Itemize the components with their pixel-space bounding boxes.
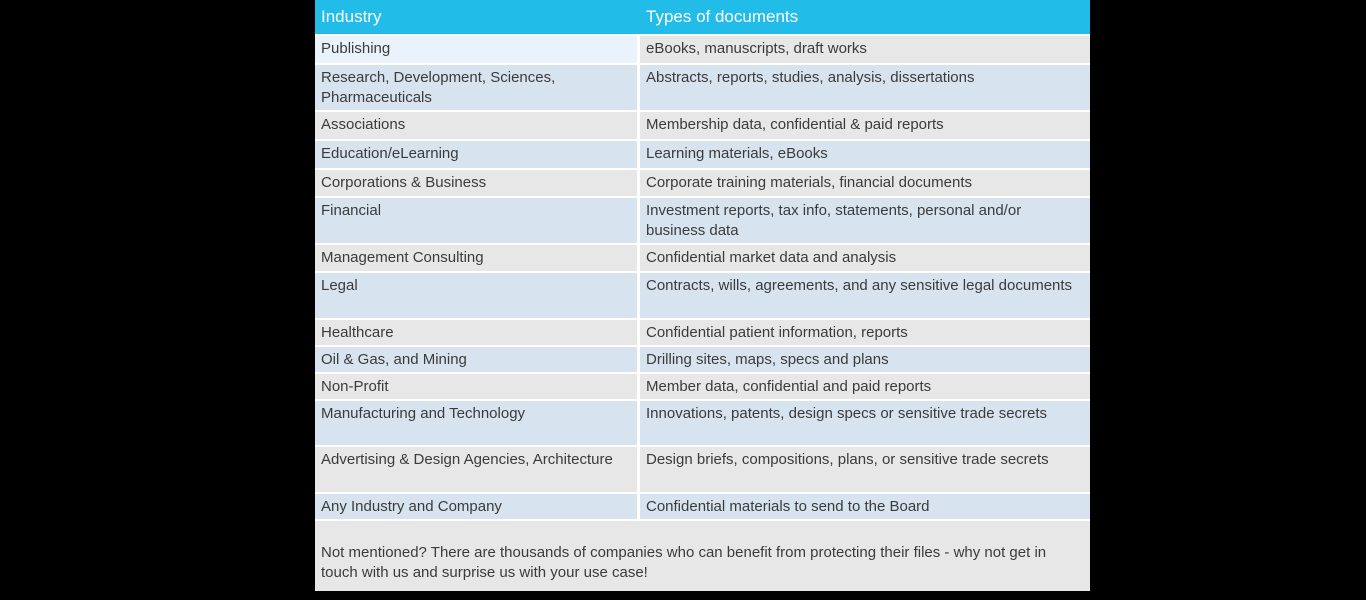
cell-documents: Corporate training materials, financial documents bbox=[640, 170, 1090, 196]
cell-documents: Confidential materials to send to the Board bbox=[640, 494, 1090, 519]
table-row bbox=[315, 170, 1090, 196]
cell-documents: Innovations, patents, design specs or sensitive trade secrets bbox=[640, 401, 1090, 445]
cell-documents: Confidential patient information, reports bbox=[640, 320, 1090, 345]
cell-industry: Oil & Gas, and Mining bbox=[315, 347, 637, 372]
footer-note: Not mentioned? There are thousands of companies who can benefit from protecting their files - why not get in touch with us and surprise us with your use case! bbox=[315, 521, 1090, 591]
industries-table bbox=[315, 0, 1090, 591]
cell-industry: Manufacturing and Technology bbox=[315, 401, 637, 445]
cell-industry: Financial bbox=[315, 198, 637, 243]
table-row bbox=[315, 245, 1090, 271]
cell-documents: Abstracts, reports, studies, analysis, dissertations bbox=[640, 65, 1090, 110]
table-row bbox=[315, 401, 1090, 445]
cell-documents: Drilling sites, maps, specs and plans bbox=[640, 347, 1090, 372]
cell-industry: Any Industry and Company bbox=[315, 494, 637, 519]
cell-industry: Associations bbox=[315, 112, 637, 139]
cell-industry: Corporations & Business bbox=[315, 170, 637, 196]
table-row bbox=[315, 65, 1090, 110]
cell-documents: eBooks, manuscripts, draft works bbox=[640, 36, 1090, 63]
cell-industry: Research, Development, Sciences, Pharmaceuticals bbox=[315, 65, 637, 110]
table-row bbox=[315, 320, 1090, 345]
table-row bbox=[315, 112, 1090, 139]
cell-documents: Investment reports, tax info, statements, personal and/or business data bbox=[640, 198, 1090, 243]
cell-documents: Learning materials, eBooks bbox=[640, 141, 1090, 168]
cell-industry: Non-Profit bbox=[315, 374, 637, 399]
table-row bbox=[315, 447, 1090, 492]
table-row bbox=[315, 141, 1090, 168]
column-header-documents: Types of documents bbox=[646, 7, 799, 26]
cell-industry: Advertising & Design Agencies, Architecture bbox=[315, 447, 637, 492]
cell-industry: Healthcare bbox=[315, 320, 637, 345]
table-row bbox=[315, 494, 1090, 519]
cell-industry: Education/eLearning bbox=[315, 141, 637, 168]
column-header-industry: Industry bbox=[321, 7, 382, 26]
table-row bbox=[315, 273, 1090, 318]
cell-industry: Publishing bbox=[315, 36, 637, 63]
table-row bbox=[315, 36, 1090, 63]
cell-documents: Member data, confidential and paid reports bbox=[640, 374, 1090, 399]
table-row bbox=[315, 198, 1090, 243]
cell-industry: Management Consulting bbox=[315, 245, 637, 271]
cell-documents: Design briefs, compositions, plans, or sensitive trade secrets bbox=[640, 447, 1090, 492]
table-row bbox=[315, 374, 1090, 399]
cell-documents: Contracts, wills, agreements, and any sensitive legal documents bbox=[640, 273, 1090, 318]
table-header-row bbox=[315, 0, 1090, 34]
table-row bbox=[315, 347, 1090, 372]
cell-documents: Confidential market data and analysis bbox=[640, 245, 1090, 271]
cell-industry: Legal bbox=[315, 273, 637, 318]
cell-documents: Membership data, confidential & paid reports bbox=[640, 112, 1090, 139]
